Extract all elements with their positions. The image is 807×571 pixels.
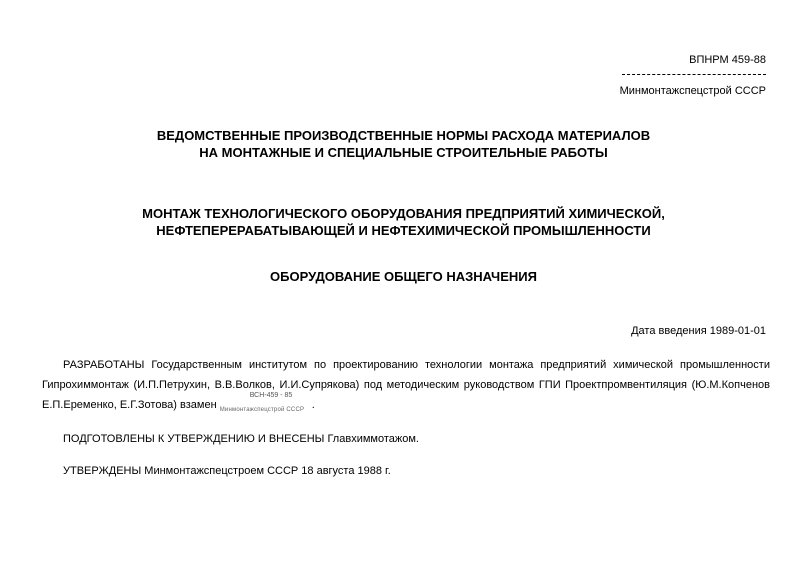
main-title-line-1: ВЕДОМСТВЕННЫЕ ПРОИЗВОДСТВЕННЫЕ НОРМЫ РАСХОДА МАТЕРИАЛОВ bbox=[156, 128, 651, 143]
document-code: ВПНРМ 459-88 bbox=[689, 54, 766, 66]
approved-paragraph: УТВЕРЖДЕНЫ Минмонтажспецстроем СССР 18 августа 1988 г. bbox=[63, 465, 391, 477]
developed-line-1: РАЗРАБОТАНЫ Государственным институтом по проектированию технологии монтажа предприятий химической промышленности bbox=[63, 359, 770, 371]
developed-line-3 bbox=[42, 392, 770, 415]
developed-line-3-text: Е.П.Еременко, Е.Г.Зотова) взамен bbox=[42, 399, 217, 411]
prepared-paragraph: ПОДГОТОВЛЕНЫ К УТВЕРЖДЕНИЮ И ВНЕСЕНЫ Главхиммотажом. bbox=[63, 433, 419, 445]
stamp-code: ВСН-459 - 85 bbox=[249, 392, 293, 399]
main-title-line-2: НА МОНТАЖНЫЕ И СПЕЦИАЛЬНЫЕ СТРОИТЕЛЬНЫЕ РАБОТЫ bbox=[199, 145, 608, 160]
header-rule bbox=[622, 74, 766, 75]
introduction-date: Дата введения 1989-01-01 bbox=[631, 325, 766, 337]
replacement-stamp bbox=[219, 392, 312, 415]
developed-line-2: Гипрохиммонтаж (И.П.Петрухин, В.В.Волков, И.И.Супрякова) под методическим руководством ГПИ Проектпромвентиляция (Ю.М.Копченов bbox=[42, 379, 770, 391]
section-title bbox=[40, 205, 767, 239]
section-title-line-1: МОНТАЖ ТЕХНОЛОГИЧЕСКОГО ОБОРУДОВАНИЯ ПРЕДПРИЯТИЙ ХИМИЧЕСКОЙ, bbox=[142, 206, 665, 221]
developed-paragraph bbox=[42, 355, 770, 415]
section-title-line-2: НЕФТЕПЕРЕРАБАТЫВАЮЩЕЙ И НЕФТЕХИМИЧЕСКОЙ ПРОМЫШЛЕННОСТИ bbox=[156, 223, 651, 238]
subsection-title: ОБОРУДОВАНИЕ ОБЩЕГО НАЗНАЧЕНИЯ bbox=[270, 269, 537, 284]
stamp-organization: Минмонтажспецстрой СССР bbox=[219, 407, 305, 413]
main-title bbox=[40, 127, 767, 161]
developed-line-3-end: . bbox=[311, 399, 315, 411]
document-organization: Минмонтажспецстрой СССР bbox=[619, 85, 766, 97]
